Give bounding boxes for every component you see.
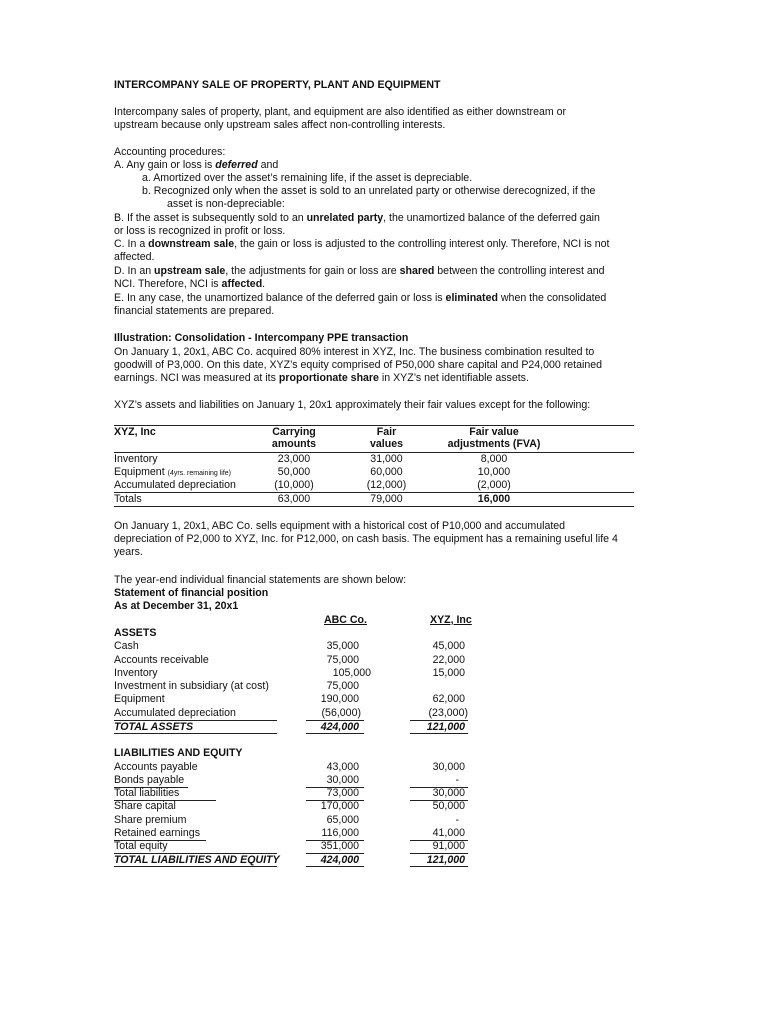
asset-row-abc: 105,000 (332, 667, 371, 679)
sale-line-3: years. (114, 546, 143, 558)
fv-row-note: (4yrs. remaining life) (167, 470, 232, 477)
intro-line-2: upstream because only upstream sales affect non-controlling interests. (114, 119, 446, 131)
liability-row-abc: 73,000 (326, 787, 359, 799)
fv-row-carrying: 63,000 (277, 493, 311, 505)
liability-row-abc: 65,000 (326, 814, 359, 826)
liability-row-xyz: 50,000 (432, 800, 465, 812)
sale-line-1: On January 1, 20x1, ABC Co. sells equipment with a historical cost of P10,000 and accumulated (114, 520, 566, 532)
liability-row-label: Accounts payable (114, 761, 198, 773)
asset-row-xyz: 62,000 (432, 693, 465, 705)
assets-double-rule-abc (306, 733, 364, 734)
column-header-xyz: XYZ, Inc (430, 614, 472, 626)
fv-header-fva: Fair value adjustments (FVA) (447, 426, 541, 450)
procedure-a-b-line2: asset is non-depreciable: (167, 198, 285, 210)
liability-row-label: Share capital (114, 800, 176, 812)
procedure-a: A. Any gain or loss is deferred and (114, 159, 279, 171)
fv-header-carrying: Carrying amounts (271, 426, 317, 450)
liability-row-xyz: - (455, 814, 459, 826)
procedures-heading: Accounting procedures: (114, 146, 226, 158)
assets-double-rule-xyz (410, 733, 468, 734)
fv-row-fair: (12,000) (366, 479, 407, 491)
asset-row-abc: (56,000) (321, 707, 361, 719)
asset-row-xyz: 15,000 (432, 667, 465, 679)
procedure-e-line2: financial statements are prepared. (114, 305, 275, 317)
liabilities-heading: LIABILITIES AND EQUITY (114, 747, 243, 759)
intro-line-1: Intercompany sales of property, plant, and equipment are also identified as either downstream or (114, 106, 567, 118)
fv-row-carrying: 50,000 (277, 466, 311, 478)
statements-intro: The year-end individual financial statements are shown below: (114, 574, 407, 586)
procedure-d-line2: NCI. Therefore, NCI is affected. (114, 278, 266, 290)
fv-row-fair: 60,000 (370, 466, 403, 478)
asset-row-label: Cash (114, 640, 139, 652)
procedure-a-b-line1: b. Recognized only when the asset is sold to an unrelated party or otherwise derecognized, if the (142, 185, 596, 197)
procedure-d-line1: D. In an upstream sale, the adjustments for gain or loss are shared between the controlling interest and (114, 265, 605, 277)
illustration-line-3: earnings. NCI was measured at its proportionate share in XYZ’s net identifiable assets. (114, 372, 529, 384)
liability-row-abc: 30,000 (326, 774, 359, 786)
table-bottom-rule (114, 506, 634, 507)
illustration-heading: Illustration: Consolidation - Intercompany PPE transaction (114, 332, 409, 344)
total-assets-label: TOTAL ASSETS (114, 721, 194, 733)
liability-row-xyz: 41,000 (432, 827, 465, 839)
fv-row-carrying: (10,000) (274, 479, 314, 491)
procedure-b-line2: or loss is recognized in profit or loss. (114, 225, 286, 237)
asset-row-xyz: 22,000 (432, 654, 465, 666)
grand-total-double-rule-abc (306, 866, 364, 867)
procedure-b-line1: B. If the asset is subsequently sold to an unrelated party, the unamortized balance of the deferred gain (114, 212, 600, 224)
procedure-a-a: a. Amortized over the asset’s remaining life, if the asset is depreciable. (142, 172, 473, 184)
fv-row-fair: 79,000 (370, 493, 403, 505)
asset-row-label: Investment in subsidiary (at cost) (114, 680, 269, 692)
fair-value-intro: XYZ’s assets and liabilities on January 1, 20x1 approximately their fair values except for the following: (114, 399, 591, 411)
asset-row-abc: 75,000 (326, 654, 359, 666)
total-assets-xyz: 121,000 (426, 721, 465, 733)
fv-row-label: Equipment (4yrs. remaining life) (114, 466, 232, 478)
liability-row-abc: 43,000 (326, 761, 359, 773)
liability-row-xyz: 30,000 (432, 787, 465, 799)
total-liabilities-equity-abc: 424,000 (320, 854, 359, 866)
fv-row-carrying: 23,000 (277, 453, 311, 465)
illustration-line-1: On January 1, 20x1, ABC Co. acquired 80% interest in XYZ, Inc. The business combination resulted to (114, 346, 595, 358)
fv-header-fair: Fair values (370, 426, 403, 450)
liability-row-abc: 170,000 (320, 800, 359, 812)
asset-row-label: Accounts receivable (114, 654, 209, 666)
fv-row-fair: 31,000 (370, 453, 403, 465)
total-assets-abc: 424,000 (320, 721, 359, 733)
fv-row-fva: 10,000 (477, 466, 511, 478)
liability-row-label: Total liabilities (114, 787, 180, 799)
assets-heading: ASSETS (114, 627, 157, 639)
asset-row-abc: 75,000 (326, 680, 359, 692)
asset-row-label: Equipment (114, 693, 165, 705)
liability-row-xyz: - (455, 774, 459, 786)
fv-row-fva: (2,000) (477, 479, 511, 491)
procedure-c-line2: affected. (114, 251, 155, 263)
liability-row-label: Total equity (114, 840, 168, 852)
asset-row-xyz: 45,000 (432, 640, 465, 652)
liability-row-abc: 116,000 (321, 827, 359, 839)
grand-total-double-rule (114, 866, 277, 867)
fv-row-label: Accumulated depreciation (114, 479, 236, 491)
liability-row-xyz: 91,000 (432, 840, 465, 852)
fv-header-company: XYZ, Inc (114, 426, 156, 438)
total-liabilities-equity-label: TOTAL LIABILITIES AND EQUITY (114, 854, 280, 866)
asset-row-label: Inventory (114, 667, 158, 679)
fv-row-label: Inventory (114, 453, 158, 465)
total-liabilities-equity-xyz: 121,000 (426, 854, 465, 866)
grand-total-double-rule-xyz (410, 866, 468, 867)
asset-row-abc: 35,000 (326, 640, 359, 652)
liability-row-label: Bonds payable (114, 774, 185, 786)
asset-row-abc: 190,000 (320, 693, 359, 705)
column-header-abc: ABC Co. (324, 614, 367, 626)
illustration-line-2: goodwill of P3,000. On this date, XYZ’s equity comprised of P50,000 share capital and P24,000 retained (114, 359, 603, 371)
liability-row-label: Retained earnings (114, 827, 200, 839)
procedure-c-line1: C. In a downstream sale, the gain or loss is adjusted to the controlling interest only. Therefore, NCI is not (114, 238, 610, 250)
liability-row-xyz: 30,000 (432, 761, 465, 773)
statement-date: As at December 31, 20x1 (114, 600, 239, 612)
statement-title: Statement of financial position (114, 587, 269, 599)
asset-row-label: Accumulated depreciation (114, 707, 236, 719)
sale-line-2: depreciation of P2,000 to XYZ, Inc. for P12,000, on cash basis. The equipment has a remaining useful life 4 (114, 533, 618, 545)
liability-row-abc: 351,000 (320, 840, 359, 852)
fv-row-label: Totals (114, 493, 142, 505)
document-title: INTERCOMPANY SALE OF PROPERTY, PLANT AND EQUIPMENT (114, 79, 441, 91)
procedure-e-line1: E. In any case, the unamortized balance of the deferred gain or loss is eliminated when the consolidated (114, 292, 607, 304)
liability-row-label: Share premium (114, 814, 187, 826)
fv-row-fva: 8,000 (480, 453, 508, 465)
asset-row-xyz: (23,000) (428, 707, 468, 719)
fv-row-fva: 16,000 (477, 493, 511, 505)
assets-double-rule (114, 733, 277, 734)
